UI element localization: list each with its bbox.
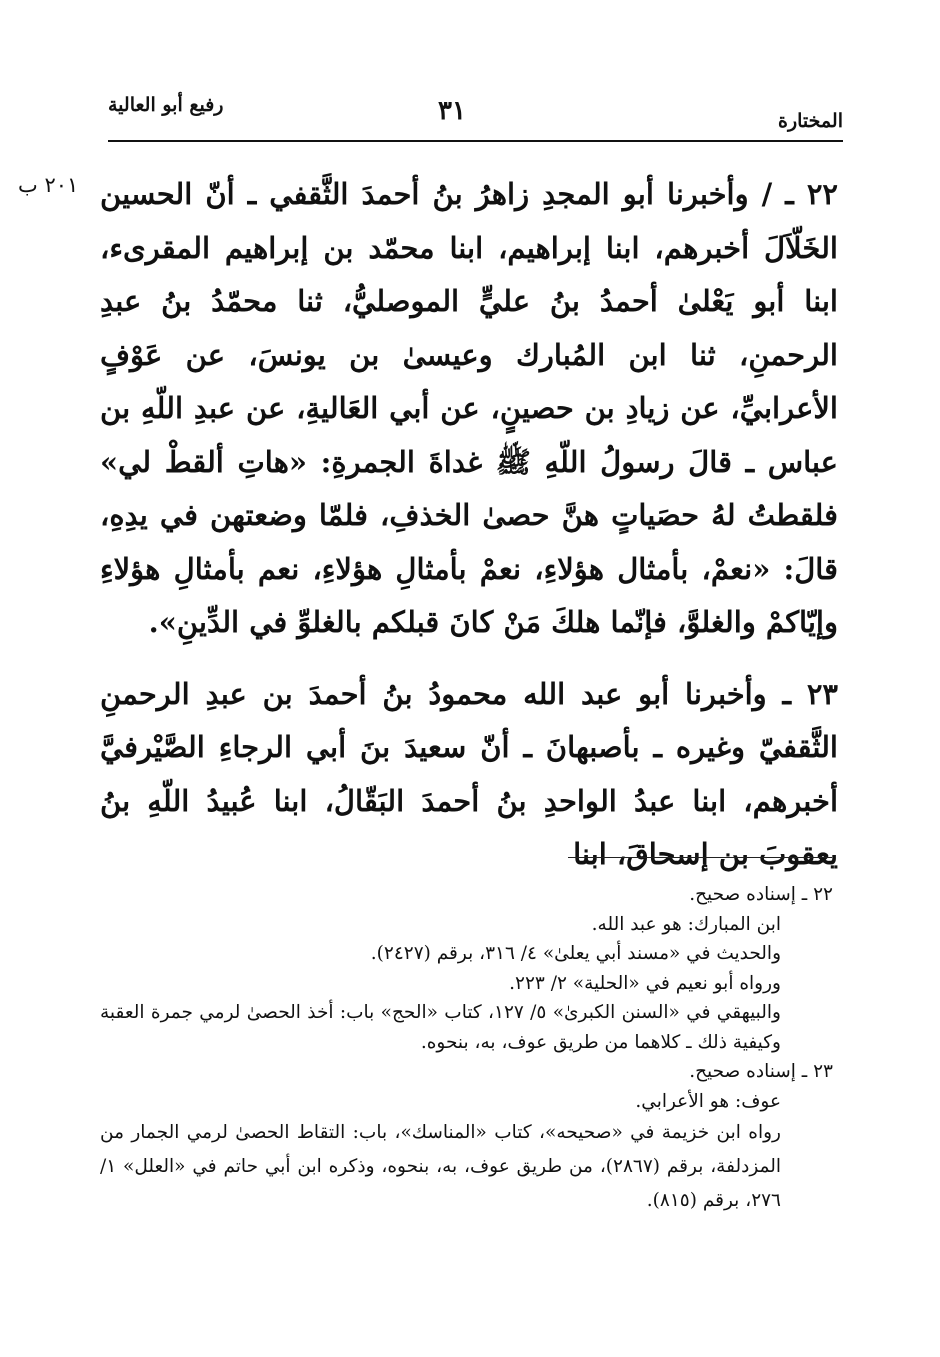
footnote-22-line: والبيهقي في «السنن الكبرىٰ» ٥/ ١٢٧، كتاب «الحج» باب: أخذ الحصىٰ لرمي جمرة العقبة وكيفية ذلك ـ كلاهما من طريق عوف، به، بنحوه. [100,1002,781,1053]
page-number: ٣١ [438,96,466,126]
hadith-22-paragraph: ٢٢ ـ / وأخبرنا أبو المجدِ زاهرُ بنُ أحمدَ الثَّقفي ـ أنّ الحسين الخَلّاَلَ أخبرهم، ابنا إبراهيم، ابنا محمّد بن إبراهيم المقرىء، ابنا أبو يَعْلىٰ أحمدُ بنُ عليٍّ الموصليُّ، ثنا محمّدُ بنُ عبدِ الرحمنِ، ثنا ابن المُبارك وعيسىٰ بن يونسَ، عن عَوْفٍ الأعرابيِّ، عن زيادِ بن حصينٍ، عن أبي العَاليةِ، عن عبدِ اللّهِ بن عباس ـ قالَ رسولُ اللّهِ ﷺ غداةَ الجمرةِ: «هاتِ ألقطْ لي» فلقطتُ لهُ حصَياتٍ هنَّ حصىٰ الخذفِ، فلمّا وضعتهن في يدِهِ، قالَ: «نعمْ، بأمثال هؤلاءِ، نعمْ بأمثالِ هؤلاءِ، نعم بأمثالِ هؤلاءِ وإيّاكمْ والغلوَّ، فإنّما هلكَ مَنْ كانَ قبلكم بالغلوِّ في الدِّينِ». [100,177,838,639]
footnote-23-line: رواه ابن خزيمة في «صحيحه»، كتاب «المناسك»، باب: التقاط الحصىٰ لرمي الجمار من المزدلفة، برقم (٢٨٦٧)، من طريق عوف، به، بنحوه، وذكره ابن أبي حاتم في «العلل» ١/ ٢٧٦، برقم (٨١٥). [100,1122,782,1211]
main-text [100,168,838,882]
footnotes [100,880,833,1218]
footnote-23-heading: ٢٣ ـ إسناده صحيح. [689,1061,833,1082]
footnote-23-line: عوف: هو الأعرابي. [635,1090,781,1112]
hadith-23-paragraph: ٢٣ ـ وأخبرنا أبو عبد الله محمودُ بنُ أحمدَ بن عبدِ الرحمنِ الثَّقفيّ وغيره ـ بأصبهانَ ـ أنّ سعيدَ بنَ أبي الرجاءِ الصَّيْرفيَّ أخبرهم، ابنا عبدُ الواحدِ بنُ أحمدَ البَقّالُ، ابنا عُبيدُ اللّهِ بنُ يعقوبَ بن إسحاقَ، ابنا [100,676,838,871]
book-title: المختارة [778,110,843,132]
section-title: رفيع أبو العالية [108,94,224,116]
footnote-22-heading: ٢٢ ـ إسناده صحيح. [689,884,833,905]
manuscript-folio-note: ٢٠١ ب [18,173,79,197]
running-header [108,92,843,142]
footnote-22-line: ابن المبارك: هو عبد الله. [591,913,781,935]
footnote-22-line: والحديث في «مسند أبي يعلىٰ» ٤/ ٣١٦، برقم (٢٤٢٧). [370,943,781,964]
footnote-separator [568,857,832,858]
footnote-22-line: ورواه أبو نعيم في «الحلية» ٢/ ٢٢٣. [509,972,781,994]
